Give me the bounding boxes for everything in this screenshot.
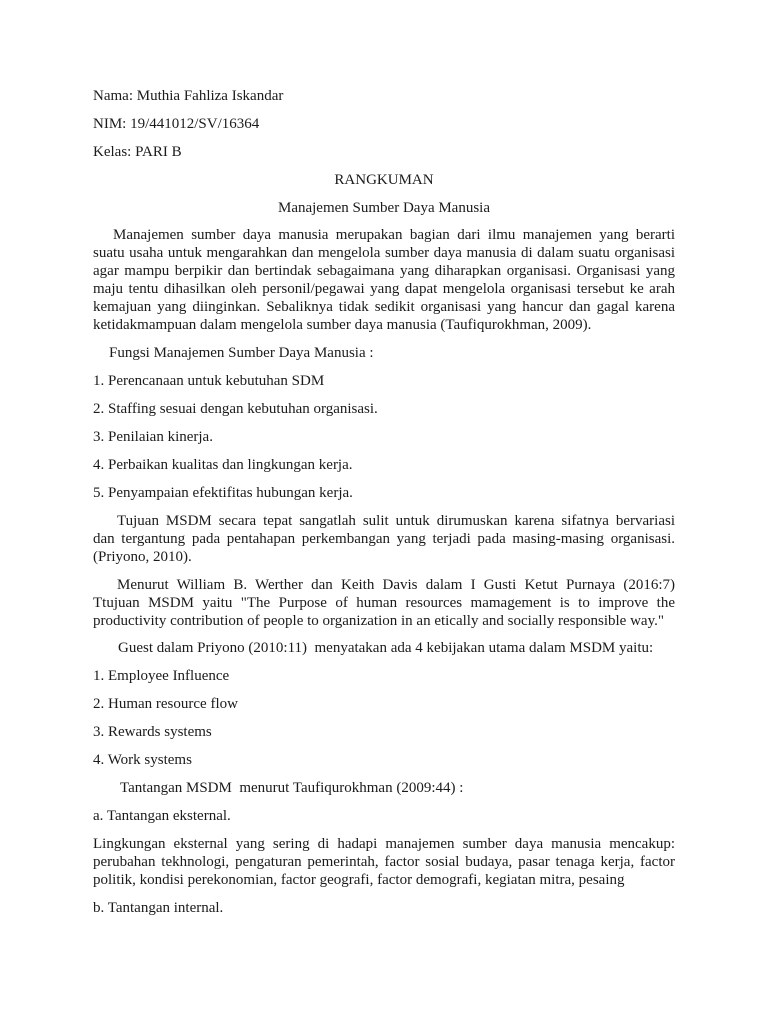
functions-list-item: 4. Perbaikan kualitas dan lingkungan kerja. [93, 456, 353, 473]
functions-list-item: 3. Penilaian kinerja. [93, 429, 213, 446]
paragraph-line: Tujuan MSDM secara tepat sangatlah sulit untuk dirumuskan karena sifatnya bervariasi [117, 512, 675, 529]
functions-heading: Fungsi Manajemen Sumber Daya Manusia : [109, 345, 374, 362]
paragraph-line: ketidakmampuan dalam mengelola sumber daya manusia (Taufiqurokhman, 2009). [93, 317, 592, 334]
student-name: Nama: Muthia Fahliza Iskandar [93, 88, 284, 104]
paragraph-line: Lingkungan eksternal yang sering di hadapi manajemen sumber daya manusia mencakup: [93, 835, 675, 852]
paragraph-line: agar mampu berpikir dan bertindak sebagaimana yang diharapkan organisasi. Organisasi yang [93, 263, 675, 280]
policies-heading: Guest dalam Priyono (2010:11) menyatakan ada 4 kebijakan utama dalam MSDM yaitu: [118, 640, 654, 657]
paragraph-line: Manajemen sumber daya manusia merupakan bagian dari ilmu manajemen yang berarti [113, 227, 675, 244]
policies-list-item: 3. Rewards systems [93, 724, 212, 741]
document-subtitle: Manajemen Sumber Daya Manusia [277, 199, 491, 216]
werther-paragraph [93, 576, 675, 630]
paragraph-line: dan tergantung pada pentahapan perkembangan yang terjadi pada masing-masing organisasi. [93, 530, 675, 547]
policies-list-item: 2. Human resource flow [93, 696, 238, 713]
paragraph-line: suatu usaha untuk mengarahkan dan mengelola sumber daya manusia di dalam suatu organisasi [93, 245, 675, 262]
external-challenge-paragraph [93, 835, 675, 889]
policies-list-item: 1. Employee Influence [93, 668, 230, 685]
challenges-heading: Tantangan MSDM menurut Taufiqurokhman (2009:44) : [120, 779, 464, 796]
document-body [93, 87, 675, 926]
intro-paragraph [93, 226, 675, 334]
policies-list-item: 4. Work systems [93, 752, 192, 769]
paragraph-line: (Priyono, 2010). [93, 548, 192, 565]
functions-list-item: 5. Penyampaian efektifitas hubungan kerja. [93, 484, 353, 501]
internal-challenge-label: b. Tantangan internal. [93, 899, 224, 916]
paragraph-line: kemajuan yang diinginkan. Sebaliknya tidak sedikit organisasi yang hancur dan gagal karena [93, 299, 675, 316]
student-nim: NIM: 19/441012/SV/16364 [93, 115, 260, 132]
functions-list-item: 2. Staffing sesuai dengan kebutuhan organisasi. [93, 401, 378, 418]
goal-paragraph [93, 512, 675, 566]
document-title: RANGKUMAN [334, 171, 434, 188]
paragraph-line: Ttujuan MSDM yaitu "The Purpose of human resources mamagement is to improve the [93, 594, 675, 611]
paragraph-line: productivity contribution of people to organization in an etically and socially responsible way." [93, 612, 664, 629]
paragraph-line: maju tentu dihasilkan oleh personil/pegawai yang dapat mengelola organisasi tersebut ke arah [93, 281, 675, 298]
student-class: Kelas: PARI B [93, 143, 182, 160]
paragraph-line: perubahan tekhnologi, pengaturan pemerintah, factor sosial budaya, pasar tenaga kerja, factor [93, 853, 675, 870]
external-challenge-label: a. Tantangan eksternal. [93, 807, 231, 824]
paragraph-line: Menurut William B. Werther dan Keith Davis dalam I Gusti Ketut Purnaya (2016:7) [117, 576, 675, 593]
paragraph-line: politik, kondisi perekonomian, factor geografi, factor demografi, kegiatan mitra, pesaing [93, 871, 625, 888]
functions-list-item: 1. Perencanaan untuk kebutuhan SDM [93, 373, 325, 390]
